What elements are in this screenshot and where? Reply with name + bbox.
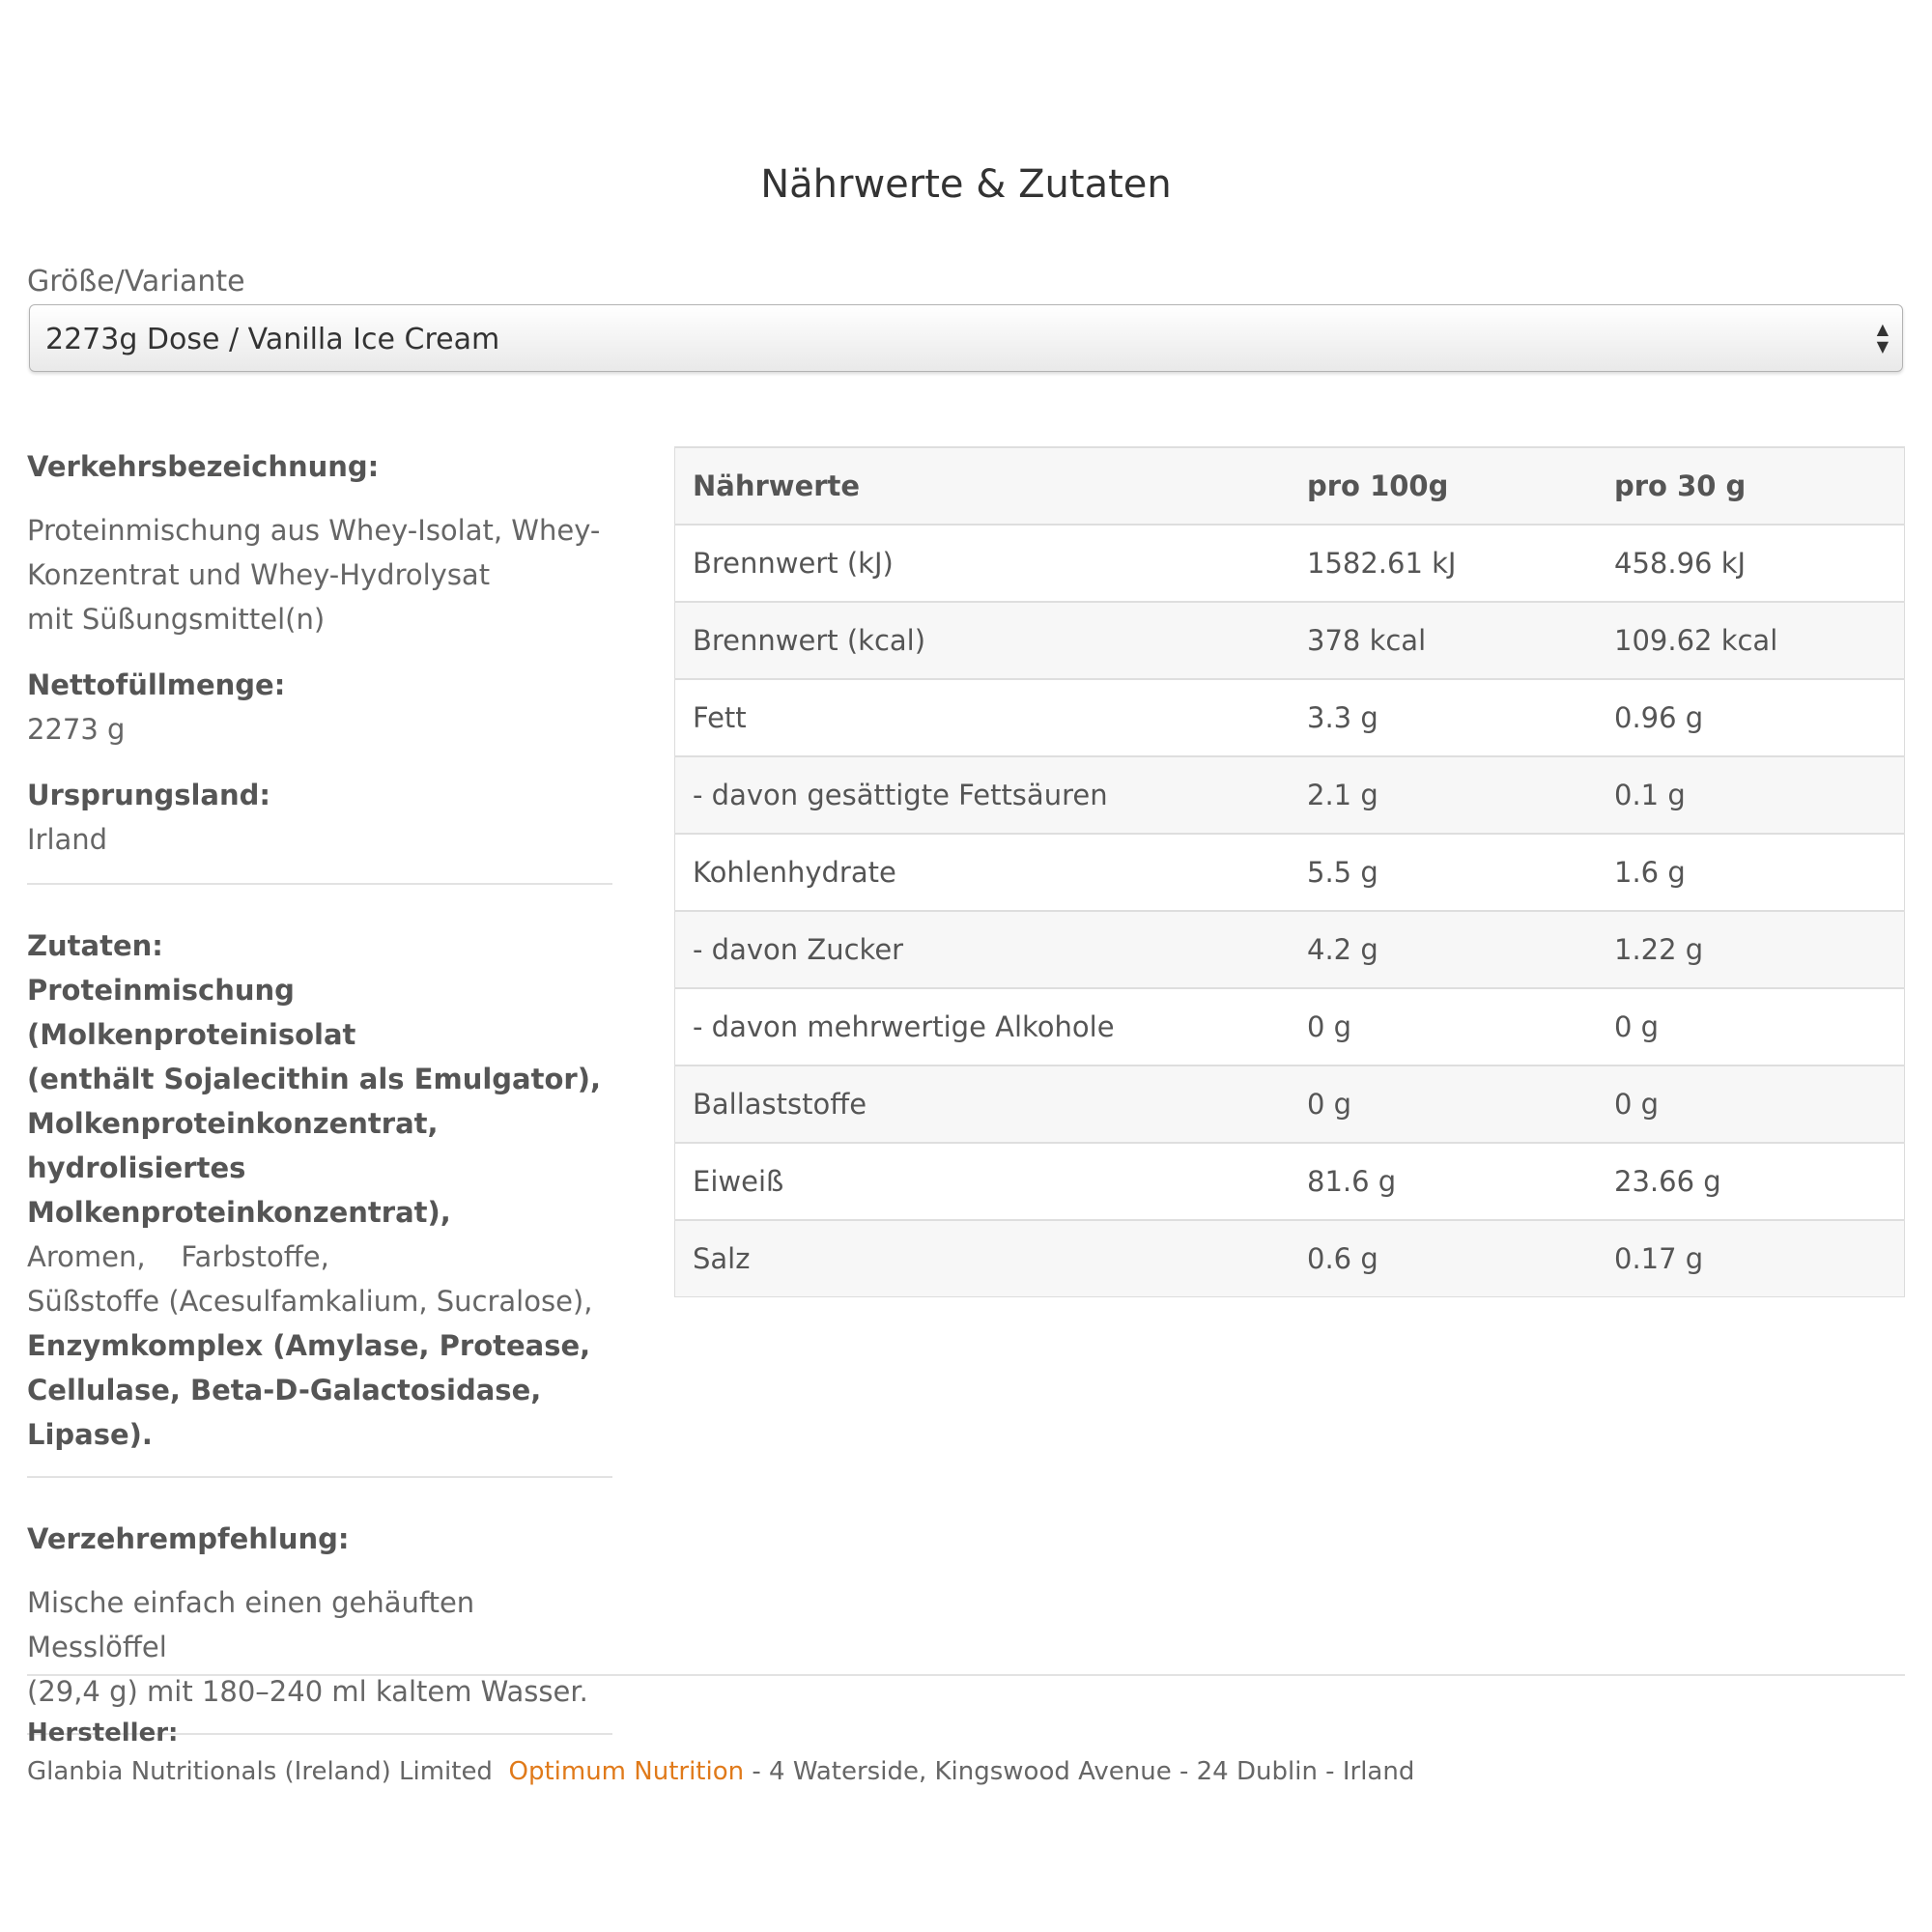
designation-line: Konzentrat und Whey-Hydrolysat xyxy=(27,558,491,591)
value-per-100g: 81.6 g xyxy=(1290,1143,1597,1220)
variant-select[interactable] xyxy=(29,304,1903,372)
ingredients-line: Enzymkomplex (Amylase, Protease, xyxy=(27,1329,591,1362)
value-per-100g: 4.2 g xyxy=(1290,911,1597,988)
manufacturer-info xyxy=(27,1714,1905,1791)
select-arrows-icon: ▲ ▼ xyxy=(1876,320,1889,355)
nutrition-row xyxy=(675,1065,1905,1143)
nutrient-name: Ballaststoffe xyxy=(675,1065,1291,1143)
net-quantity-label: Nettofüllmenge: xyxy=(27,668,286,701)
divider xyxy=(27,1476,612,1478)
value-per-30g: 0.96 g xyxy=(1597,679,1905,756)
manufacturer-label: Hersteller: xyxy=(27,1719,179,1747)
value-per-100g: 0.6 g xyxy=(1290,1220,1597,1297)
ingredients-line: Süßstoffe (Acesulfamkalium, Sucralose), xyxy=(27,1285,593,1318)
value-per-30g: 0.17 g xyxy=(1597,1220,1905,1297)
usage-line: (29,4 g) mit 180–240 ml kaltem Wasser. xyxy=(27,1675,588,1708)
ingredients-line: Proteinmischung (Molkenproteinisolat xyxy=(27,974,356,1051)
nutrition-row xyxy=(675,602,1905,679)
nutrition-row xyxy=(675,911,1905,988)
nutrient-name: Salz xyxy=(675,1220,1291,1297)
variant-selected-value: 2273g Dose / Vanilla Ice Cream xyxy=(45,323,500,356)
value-per-30g: 23.66 g xyxy=(1597,1143,1905,1220)
value-per-100g: 5.5 g xyxy=(1290,834,1597,911)
ingredients-label: Zutaten: xyxy=(27,929,163,962)
value-per-30g: 0 g xyxy=(1597,1065,1905,1143)
nutrition-header-cell: pro 100g xyxy=(1290,447,1597,525)
value-per-30g: 458.96 kJ xyxy=(1597,525,1905,602)
value-per-30g: 109.62 kcal xyxy=(1597,602,1905,679)
ingredients-line: Aromen, Farbstoffe, xyxy=(27,1240,329,1273)
value-per-100g: 0 g xyxy=(1290,988,1597,1065)
nutrition-row xyxy=(675,988,1905,1065)
value-per-100g: 1582.61 kJ xyxy=(1290,525,1597,602)
origin-value: Irland xyxy=(27,823,108,856)
ingredients-line: Molkenproteinkonzentrat, hydrolisiertes xyxy=(27,1107,439,1184)
nutrition-row xyxy=(675,1143,1905,1220)
value-per-100g: 3.3 g xyxy=(1290,679,1597,756)
manufacturer-company: Glanbia Nutritionals (Ireland) Limited xyxy=(27,1757,493,1786)
nutrition-table xyxy=(674,446,1905,1297)
usage-line: Mische einfach einen gehäuften Messlöffel xyxy=(27,1586,475,1663)
manufacturer-address: - 4 Waterside, Kingswood Avenue - 24 Dublin - Irland xyxy=(752,1757,1415,1786)
nutrition-row xyxy=(675,525,1905,602)
nutrient-name: - davon gesättigte Fettsäuren xyxy=(675,756,1291,834)
designation-label: Verkehrsbezeichnung: xyxy=(27,450,380,483)
value-per-30g: 0.1 g xyxy=(1597,756,1905,834)
nutrition-row xyxy=(675,1220,1905,1297)
nutrient-name: Fett xyxy=(675,679,1291,756)
value-per-30g: 1.22 g xyxy=(1597,911,1905,988)
footer-divider xyxy=(27,1674,1905,1676)
ingredients-line: Molkenproteinkonzentrat), xyxy=(27,1196,451,1229)
nutrient-name: Kohlenhydrate xyxy=(675,834,1291,911)
nutrition-row xyxy=(675,679,1905,756)
nutrition-header-cell: pro 30 g xyxy=(1597,447,1905,525)
designation-line: Proteinmischung aus Whey-Isolat, Whey- xyxy=(27,514,601,547)
nutrient-name: Eiweiß xyxy=(675,1143,1291,1220)
nutrient-name: - davon mehrwertige Alkohole xyxy=(675,988,1291,1065)
value-per-100g: 378 kcal xyxy=(1290,602,1597,679)
value-per-100g: 0 g xyxy=(1290,1065,1597,1143)
value-per-100g: 2.1 g xyxy=(1290,756,1597,834)
nutrient-name: Brennwert (kcal) xyxy=(675,602,1291,679)
nutrition-row xyxy=(675,834,1905,911)
nutrient-name: - davon Zucker xyxy=(675,911,1291,988)
designation-line: mit Süßungsmittel(n) xyxy=(27,603,326,636)
nutrition-row xyxy=(675,756,1905,834)
variant-label: Größe/Variante xyxy=(27,265,245,298)
page-title: Nährwerte & Zutaten xyxy=(760,162,1172,207)
nutrition-header-row xyxy=(675,447,1905,525)
nutrition-header-cell: Nährwerte xyxy=(675,447,1291,525)
value-per-30g: 1.6 g xyxy=(1597,834,1905,911)
brand-link[interactable]: Optimum Nutrition xyxy=(508,1757,745,1786)
origin-label: Ursprungsland: xyxy=(27,779,270,811)
product-details xyxy=(27,444,612,1735)
nutrient-name: Brennwert (kJ) xyxy=(675,525,1291,602)
ingredients-line: (enthält Sojalecithin als Emulgator), xyxy=(27,1063,601,1095)
net-quantity-value: 2273 g xyxy=(27,713,126,746)
divider xyxy=(27,883,612,885)
value-per-30g: 0 g xyxy=(1597,988,1905,1065)
ingredients-line: Cellulase, Beta-D-Galactosidase, Lipase). xyxy=(27,1374,542,1451)
usage-label: Verzehrempfehlung: xyxy=(27,1522,350,1555)
